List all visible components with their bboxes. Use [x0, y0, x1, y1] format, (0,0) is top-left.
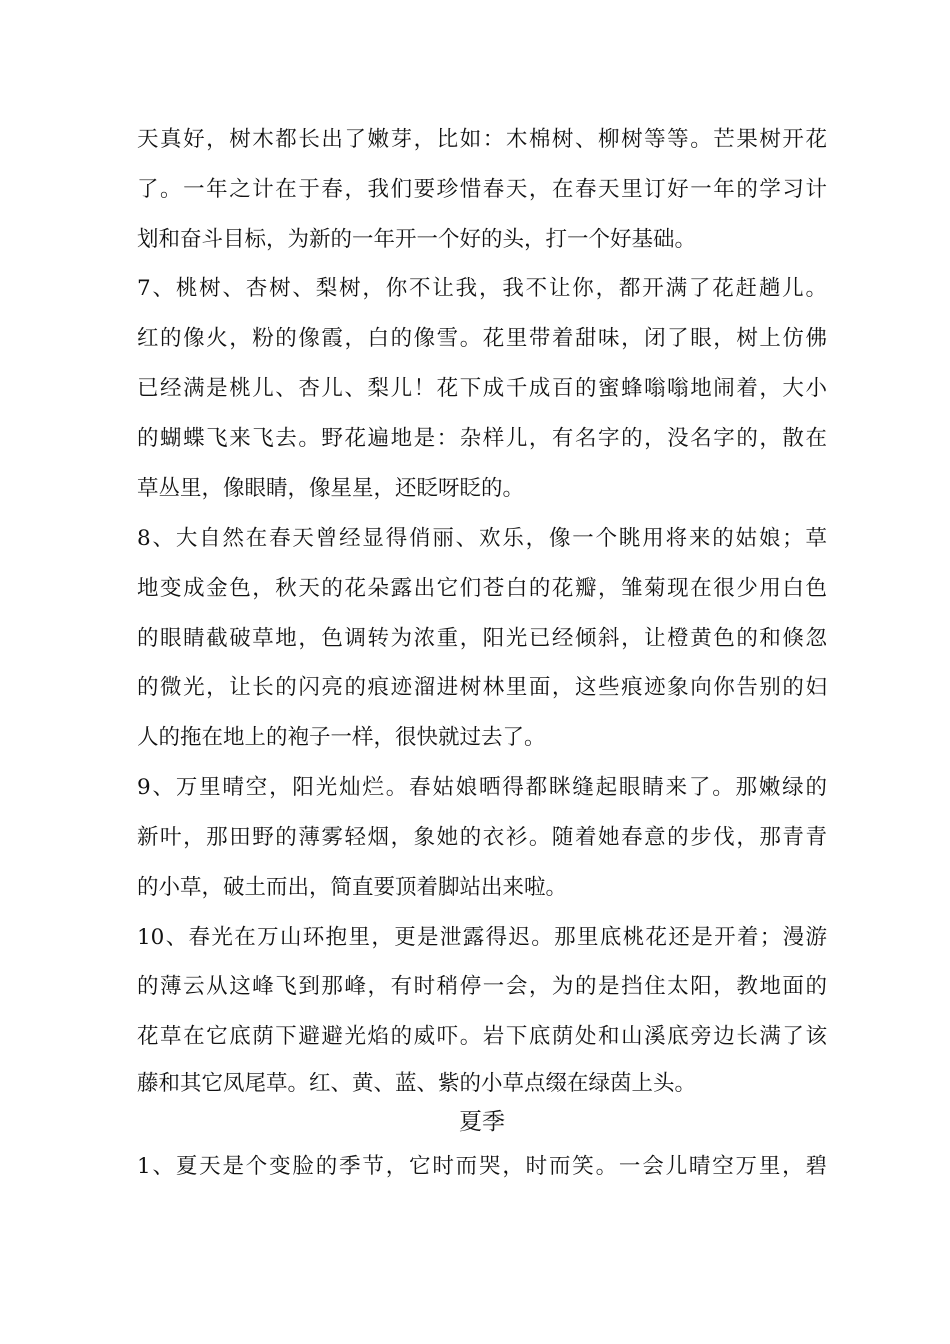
paragraph-8-line-1: 8、大自然在春天曾经显得俏丽、欢乐，像一个眺用将来的姑娘；草 [137, 526, 827, 551]
paragraph-10-line-3: 花草在它底荫下避避光焰的威吓。岩下底荫处和山溪底旁边长满了该 [137, 1024, 827, 1049]
paragraph-10-line-1: 10、春光在万山环抱里，更是泄露得迟。那里底桃花还是开着；漫游 [137, 925, 827, 950]
paragraph-7-line-1: 7、桃树、杏树、梨树，你不让我，我不让你，都开满了花赶趟儿。 [137, 276, 827, 301]
paragraph-9-line-1: 9、万里晴空，阳光灿烂。春姑娘晒得都眯缝起眼睛来了。那嫩绿的 [137, 775, 827, 800]
paragraph-8-line-3: 的眼睛截破草地，色调转为浓重，阳光已经倾斜，让橙黄色的和倏忽 [137, 626, 827, 651]
paragraph-8-line-4: 的微光，让长的闪亮的痕迹溜进树林里面，这些痕迹象向你告别的妇 [137, 675, 827, 700]
section-heading-summer: 夏季 [459, 1109, 505, 1135]
paragraph-7-line-2: 红的像火，粉的像霞，白的像雪。花里带着甜味，闭了眼，树上仿佛 [137, 326, 827, 351]
paragraph-10-line-4: 藤和其它凤尾草。红、黄、蓝、紫的小草点缀在绿茵上头。 [137, 1071, 697, 1096]
paragraph-8-line-2: 地变成金色，秋天的花朵露出它们苍白的花瓣，雏菊现在很少用白色 [137, 576, 827, 601]
paragraph-10-line-2: 的薄云从这峰飞到那峰，有时稍停一会，为的是挡住太阳，教地面的 [137, 974, 827, 999]
paragraph-7-line-4: 的蝴蝶飞来飞去。野花遍地是：杂样儿，有名字的，没名字的，散在 [137, 426, 827, 451]
paragraph-6-line-3: 划和奋斗目标，为新的一年开一个好的头，打一个好基础。 [137, 227, 697, 252]
paragraph-8-line-5: 人的拖在地上的袍子一样，很快就过去了。 [137, 725, 546, 750]
paragraph-7-line-3: 已经满是桃儿、杏儿、梨儿！花下成千成百的蜜蜂嗡嗡地闹着，大小 [137, 376, 827, 401]
paragraph-6-line-2: 了。一年之计在于春，我们要珍惜春天，在春天里订好一年的学习计 [137, 177, 827, 202]
paragraph-6-line-1: 天真好，树木都长出了嫩芽，比如：木棉树、柳树等等。芒果树开花 [137, 127, 827, 152]
summer-paragraph-1-line-1: 1、夏天是个变脸的季节，它时而哭，时而笑。一会儿晴空万里，碧 [137, 1154, 827, 1179]
paragraph-7-line-5: 草丛里，像眼睛，像星星，还眨呀眨的。 [137, 476, 525, 501]
paragraph-9-line-2: 新叶，那田野的薄雾轻烟，象她的衣衫。随着她春意的步伐，那青青 [137, 825, 827, 850]
paragraph-9-line-3: 的小草，破土而出，简直要顶着脚站出来啦。 [137, 875, 568, 900]
